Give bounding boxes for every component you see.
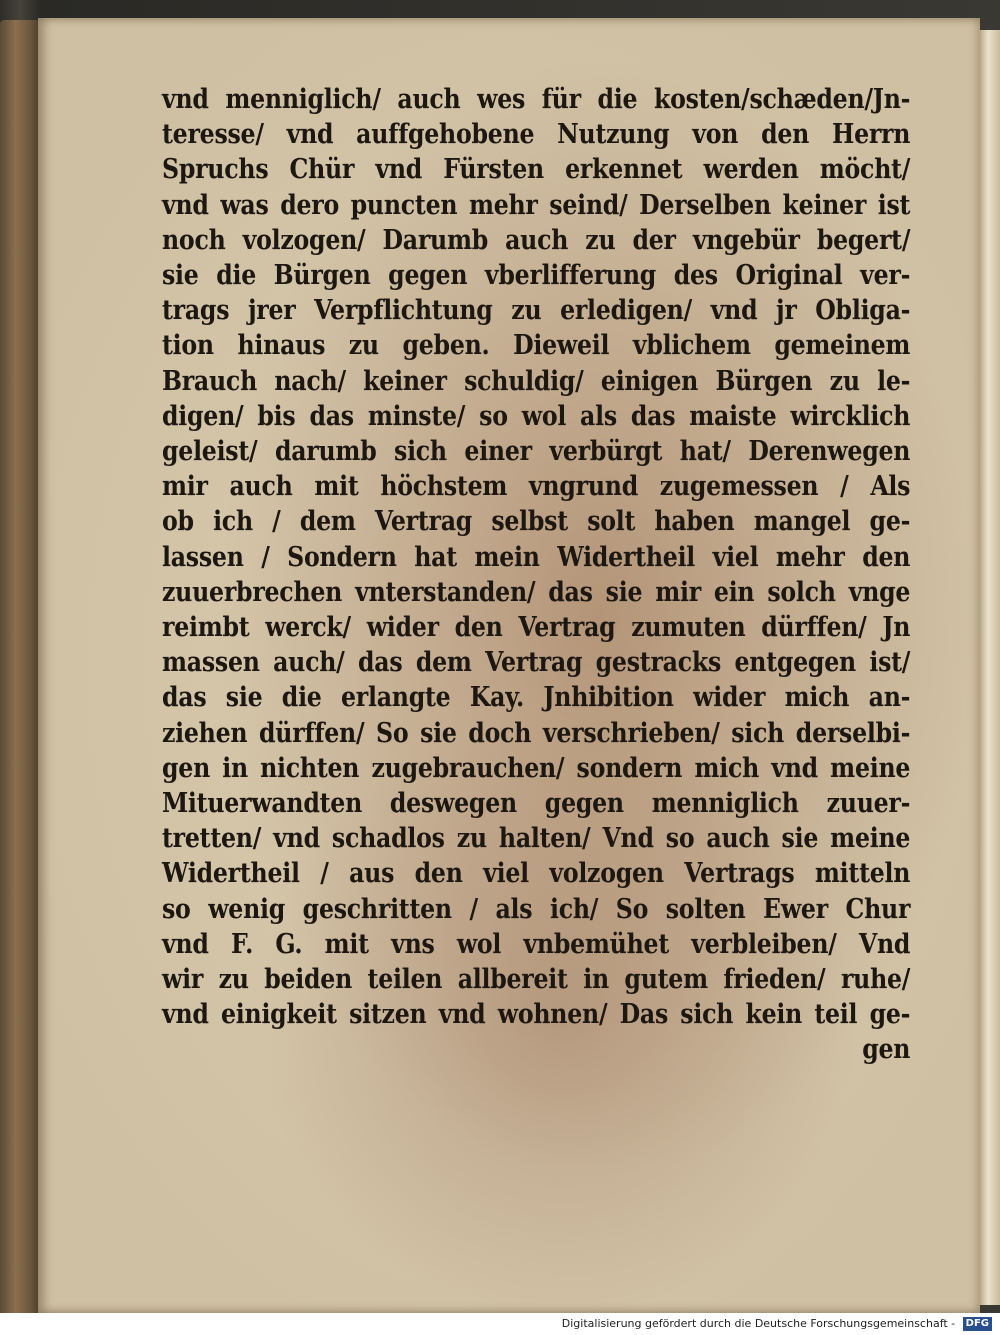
text-line: gen in nichten zugebrauchen/ sondern mich vnd meine xyxy=(162,751,911,784)
text-line: reimbt werck/ wider den Vertrag zumuten dürffen/ Jn xyxy=(162,611,911,644)
text-line: ziehen dürffen/ So sie doch verschrieben/ sich derselbi- xyxy=(162,716,911,749)
text-line: tion hinaus zu geben. Dieweil vblichem gemeinem xyxy=(162,329,911,362)
text-line: das sie die erlangte Kay. Jnhibition wider mich an- xyxy=(162,681,911,714)
text-line: vnd menniglich/ auch wes für die kosten/schæden/Jn- xyxy=(162,83,911,115)
dfg-logo-icon: DFG xyxy=(963,1317,992,1331)
text-line: noch volzogen/ Darumb auch zu der vngebür begert/ xyxy=(162,223,911,256)
text-line: tretten/ vnd schadlos zu halten/ Vnd so auch sie meine xyxy=(162,822,911,855)
text-line: geleist/ darumb sich einer verbürgt hat/ Derenwegen xyxy=(162,435,911,468)
text-line: mir auch mit höchstem vngrund zugemessen / Als xyxy=(162,470,911,503)
digitization-footer xyxy=(0,1313,1000,1335)
text-line: vnd was dero puncten mehr seind/ Derselben keiner ist xyxy=(162,188,911,221)
body-text xyxy=(162,82,912,1068)
text-line: ob ich / dem Vertrag selbst solt haben mangel ge- xyxy=(162,505,911,538)
text-line: wir zu beiden teilen allbereit in gutem frieden/ ruhe/ xyxy=(162,963,911,996)
text-line: Widertheil / aus den viel volzogen Vertrags mitteln xyxy=(162,857,911,890)
text-line: lassen / Sondern hat mein Widertheil viel mehr den xyxy=(162,540,911,573)
footer-credit: Digitalisierung gefördert durch die Deutsche Forschungsgemeinschaft - xyxy=(561,1317,956,1330)
text-line: Mituerwandten deswegen gegen menniglich zuuer- xyxy=(162,787,911,820)
text-line: trags jrer Verpflichtung zu erledigen/ vnd jr Obliga- xyxy=(162,294,911,327)
text-line: digen/ bis das minste/ so wol als das maiste wircklich xyxy=(162,399,911,432)
text-line: vnd einigkeit sitzen vnd wohnen/ Das sich kein teil ge- xyxy=(162,998,911,1031)
text-line: zuuerbrechen vnterstanden/ das sie mir ein solch vnge xyxy=(162,575,911,608)
text-line: sie die Bürgen gegen vberlifferung des Original ver- xyxy=(162,259,911,292)
text-line: vnd F. G. mit vns wol vnbemühet verbleiben/ Vnd xyxy=(162,927,911,960)
page-edge xyxy=(980,30,1000,1305)
text-line: so wenig geschritten / als ich/ So solten Ewer Chur xyxy=(162,892,911,925)
text-line: massen auch/ das dem Vertrag gestracks entgegen ist/ xyxy=(162,646,911,679)
catchword: gen xyxy=(862,1033,911,1066)
text-line: teresse/ vnd auffgehobene Nutzung von den Herrn xyxy=(162,118,911,151)
text-line: Spruchs Chür vnd Fürsten erkennet werden möcht/ xyxy=(162,153,911,186)
text-line: Brauch nach/ keiner schuldig/ einigen Bürgen zu le- xyxy=(162,364,911,397)
